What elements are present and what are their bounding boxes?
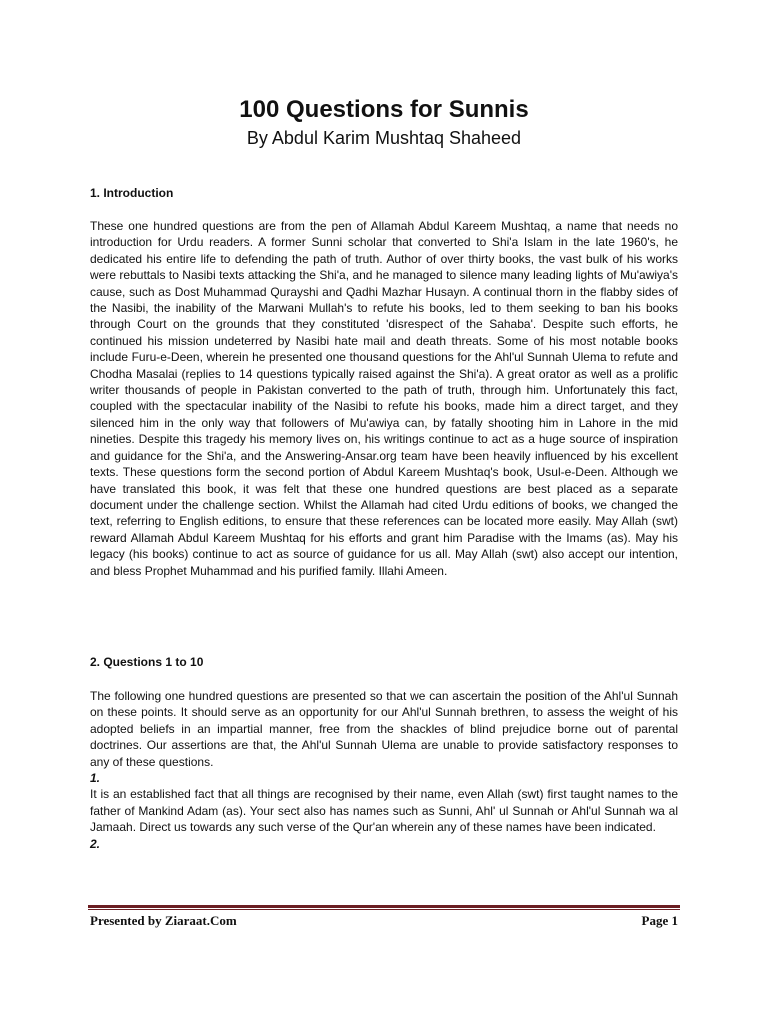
document-title: 100 Questions for Sunnis [239, 96, 529, 123]
question-1-number: 1. [90, 771, 101, 786]
intro-paragraph-text: These one hundred questions are from the pen of Allamah Abdul Kareem Mushtaq, a name that needs no introduction for Urdu readers. A former Sunni scholar that converted to Shi'a Islam in the late 1960's, he dedicated his entire life to defending the path of truth. Author of over thirty books, the vast bulk of his works were rebuttals to Nasibi texts attacking the Shi'a, and he managed to silence many leading lights of Mu'awiya's cause, such as Dost Muhammad Qurayshi and Qadhi Mazhar Husayn. A continual thorn in the flabby sides of the Nasibi, the inability of the Marwani Mullah's to refute his books, led to them seeking to ban his books through Court on the grounds that they constituted 'disrespect of the Sahaba'. Despite such efforts, he continued his mission undeterred by Nasibi hate mail and death threats. Some of his most notable books include Furu-e-Deen, wherein he presented one thousand questions for the Ahl'ul Sunnah Ulema to refute and Chodha Masalai (replies to 14 questions typically raised against the Shi'a). A great orator as well as a prolific writer thousands of people in Pakistan converted to the path of truth, through him. Unfortunately this fact, coupled with the spectacular inability of the Nasibi to refute his books, made him a direct target, and they silenced him in the only way that followers of Mu'awiya can, by fatally shooting him in Lahore in the mid nineties. Despite this tragedy his memory lives on, his writings continue to act as a huge source of inspiration and guidance for the Shi'a, and the Answering-Ansar.org team have been heavily influenced by his excellent texts. These questions form the second portion of Abdul Kareem Mushtaq's book, Usul-e-Deen. Although we have translated this book, it was felt that these one hundred questions are best placed as a separate document under the challenge section. Whilst the Allamah had cited Urdu editions of books, we changed the text, referring to English editions, to ensure that these references can be located more easily. May Allah (swt) reward Allamah Abdul Kareem Mushtaq for his efforts and grant him Paradise with the Imams (as). May his legacy (his books) continue to act as source of guidance for us all. May Allah (swt) also accept our intention, and bless Prophet Muhammad and his purified family. Illahi Ameen. [90, 219, 678, 578]
footer-page-number: Page 1 [641, 913, 678, 928]
footer-rule-thin [88, 909, 680, 910]
section-heading-questions: 2. Questions 1 to 10 [90, 655, 204, 669]
document-subtitle: By Abdul Karim Mushtaq Shaheed [246, 128, 522, 148]
question-2-number: 2. [90, 836, 101, 851]
footer-publisher: Presented by Ziaraat.Com [90, 913, 237, 928]
questions-block [90, 688, 678, 852]
intro-paragraph [90, 218, 678, 579]
footer-rule-thick [88, 905, 680, 908]
section-heading-introduction: 1. Introduction [90, 186, 174, 200]
question-1-text: It is an established fact that all things are recognised by their name, even Allah (swt) first taught names to the father of Mankind Adam (as). Your sect also has names such as Sunni, Ahl' ul Sunnah or Ahl'ul Sunnah wa al Jamaah. Direct us towards any such verse of the Qur'an wherein any of these names have been indicated. [90, 787, 678, 835]
questions-intro-paragraph: The following one hundred questions are presented so that we can ascertain the position of the Ahl'ul Sunnah on these points. It should serve as an opportunity for our Ahl'ul Sunnah brethren, to assess the weight of his adopted beliefs in an impartial manner, free from the shackles of blind prejudice borne out of parental doctrines. Our assertions are that, the Ahl'ul Sunnah Ulema are unable to provide satisfactory responses to any of these questions. [90, 689, 678, 769]
